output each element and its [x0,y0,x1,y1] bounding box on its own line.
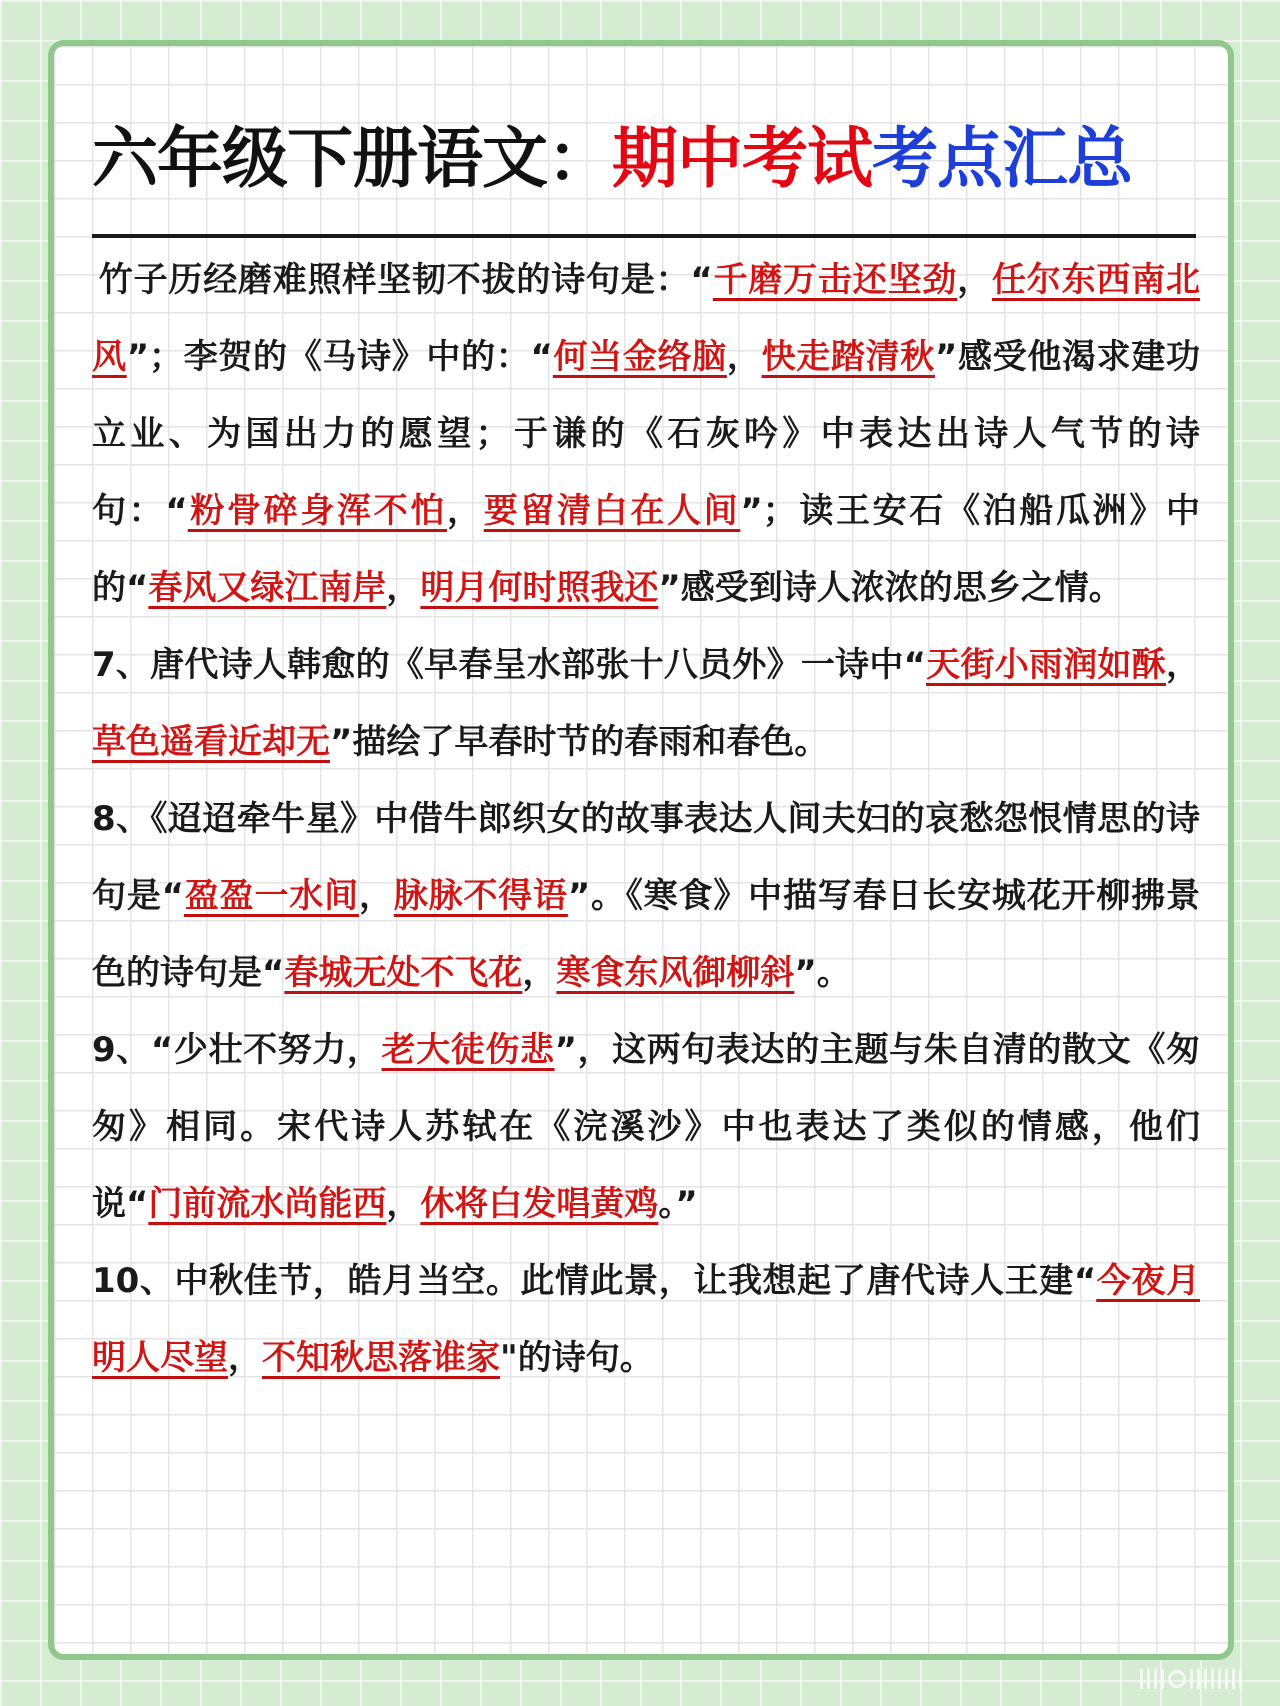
highlighted-verse: 何当金络脑 [552,337,727,377]
paragraph-text: ， [386,1184,421,1224]
paragraph [92,627,1200,781]
content-body [92,242,1200,1397]
paragraph-text: ”，这两句表达的主题与朱自清的散文《匆匆》相同。宋代诗人苏轼在《浣溪沙》中也表达了类似的情感，他们说“ [92,1030,1200,1224]
title-summary: 考点汇总 [872,120,1132,197]
highlighted-verse: 粉骨碎身浑不怕 [187,491,448,531]
highlighted-verse: 脉脉不得语 [393,876,568,916]
highlighted-verse: 春风又绿江南岸 [148,568,387,608]
paragraph-text: 9、“少壮不努力， [92,1030,382,1070]
highlighted-verse: 今夜月明人尽望 [92,1261,1200,1378]
title-divider [92,234,1196,238]
paragraph-text: ”感受他渴求建功立业、为国出力的愿望；于谦的《石灰吟》中表达出诗人气节的诗句：“ [92,337,1201,531]
title-exam: 期中考试 [612,120,872,197]
highlighted-verse: 盈盈一水间 [184,876,359,916]
paragraph-text: ， [522,953,557,993]
paragraph-text: ”。《寒食》中描写春日长安城花开柳拂景色的诗句是“ [92,876,1201,993]
highlighted-verse: 休将白发唱黄鸡 [420,1184,659,1224]
paragraph-text: ， [1166,645,1200,685]
paragraph-text: ， [358,876,394,916]
paragraph [92,242,1200,627]
highlighted-verse: 明月何时照我还 [420,568,659,608]
paragraph-text: ， [957,260,992,300]
paragraph-text: 。” [658,1184,698,1224]
paragraph-text: "的诗句。 [500,1338,654,1378]
paragraph [92,781,1200,1012]
paragraph-text: 竹子历经磨难照样坚韧不拔的诗句是：“ [98,260,713,300]
paragraph-text: ”。 [794,953,851,993]
highlighted-verse: 春城无处不飞花 [284,953,523,993]
paragraph-text: 7、唐代诗人韩愈的《早春呈水部张十八员外》一诗中“ [92,645,926,685]
paragraph-text: ”；读王安石《泊船瓜洲》中的“ [92,491,1201,608]
highlighted-verse: 寒食东风御柳斜 [556,953,795,993]
paragraph-text: ， [386,568,421,608]
paragraph [92,1243,1200,1397]
highlighted-verse: 快走踏清秋 [761,337,935,377]
page-title [92,114,1212,204]
highlighted-verse: 不知秋思落谁家 [262,1338,500,1378]
paragraph-text: ， [228,1338,262,1378]
paragraph-text: ， [447,491,484,531]
paragraph-text: ”；李贺的《马诗》中的：“ [126,337,553,377]
paragraph [92,1012,1200,1243]
highlighted-verse: 草色遥看近却无 [92,722,330,762]
note-card [48,40,1234,1660]
highlighted-verse: 任尔东西南北风 [92,260,1201,377]
paragraph-text: ， [726,337,762,377]
highlighted-verse: 天街小雨润如酥 [926,645,1166,685]
paragraph-text: 10、中秋佳节，皓月当空。此情此景，让我想起了唐代诗人王建“ [92,1261,1097,1301]
highlighted-verse: 门前流水尚能西 [148,1184,387,1224]
title-grade-subject: 六年级下册语文： [92,120,612,197]
watermark-icon [1140,1667,1242,1691]
highlighted-verse: 要留清白在人间 [483,491,741,531]
paragraph-text: 8、《迢迢牵牛星》中借牛郎织女的故事表达人间夫妇的哀愁怨恨情思的诗句是“ [92,799,1200,916]
paragraph-text: ”感受到诗人浓浓的思乡之情。 [658,568,1123,608]
highlighted-verse: 千磨万击还坚劲 [712,260,958,300]
paragraph-text: ”描绘了早春时节的春雨和春色。 [330,722,829,762]
highlighted-verse: 老大徒伤悲 [381,1030,555,1070]
